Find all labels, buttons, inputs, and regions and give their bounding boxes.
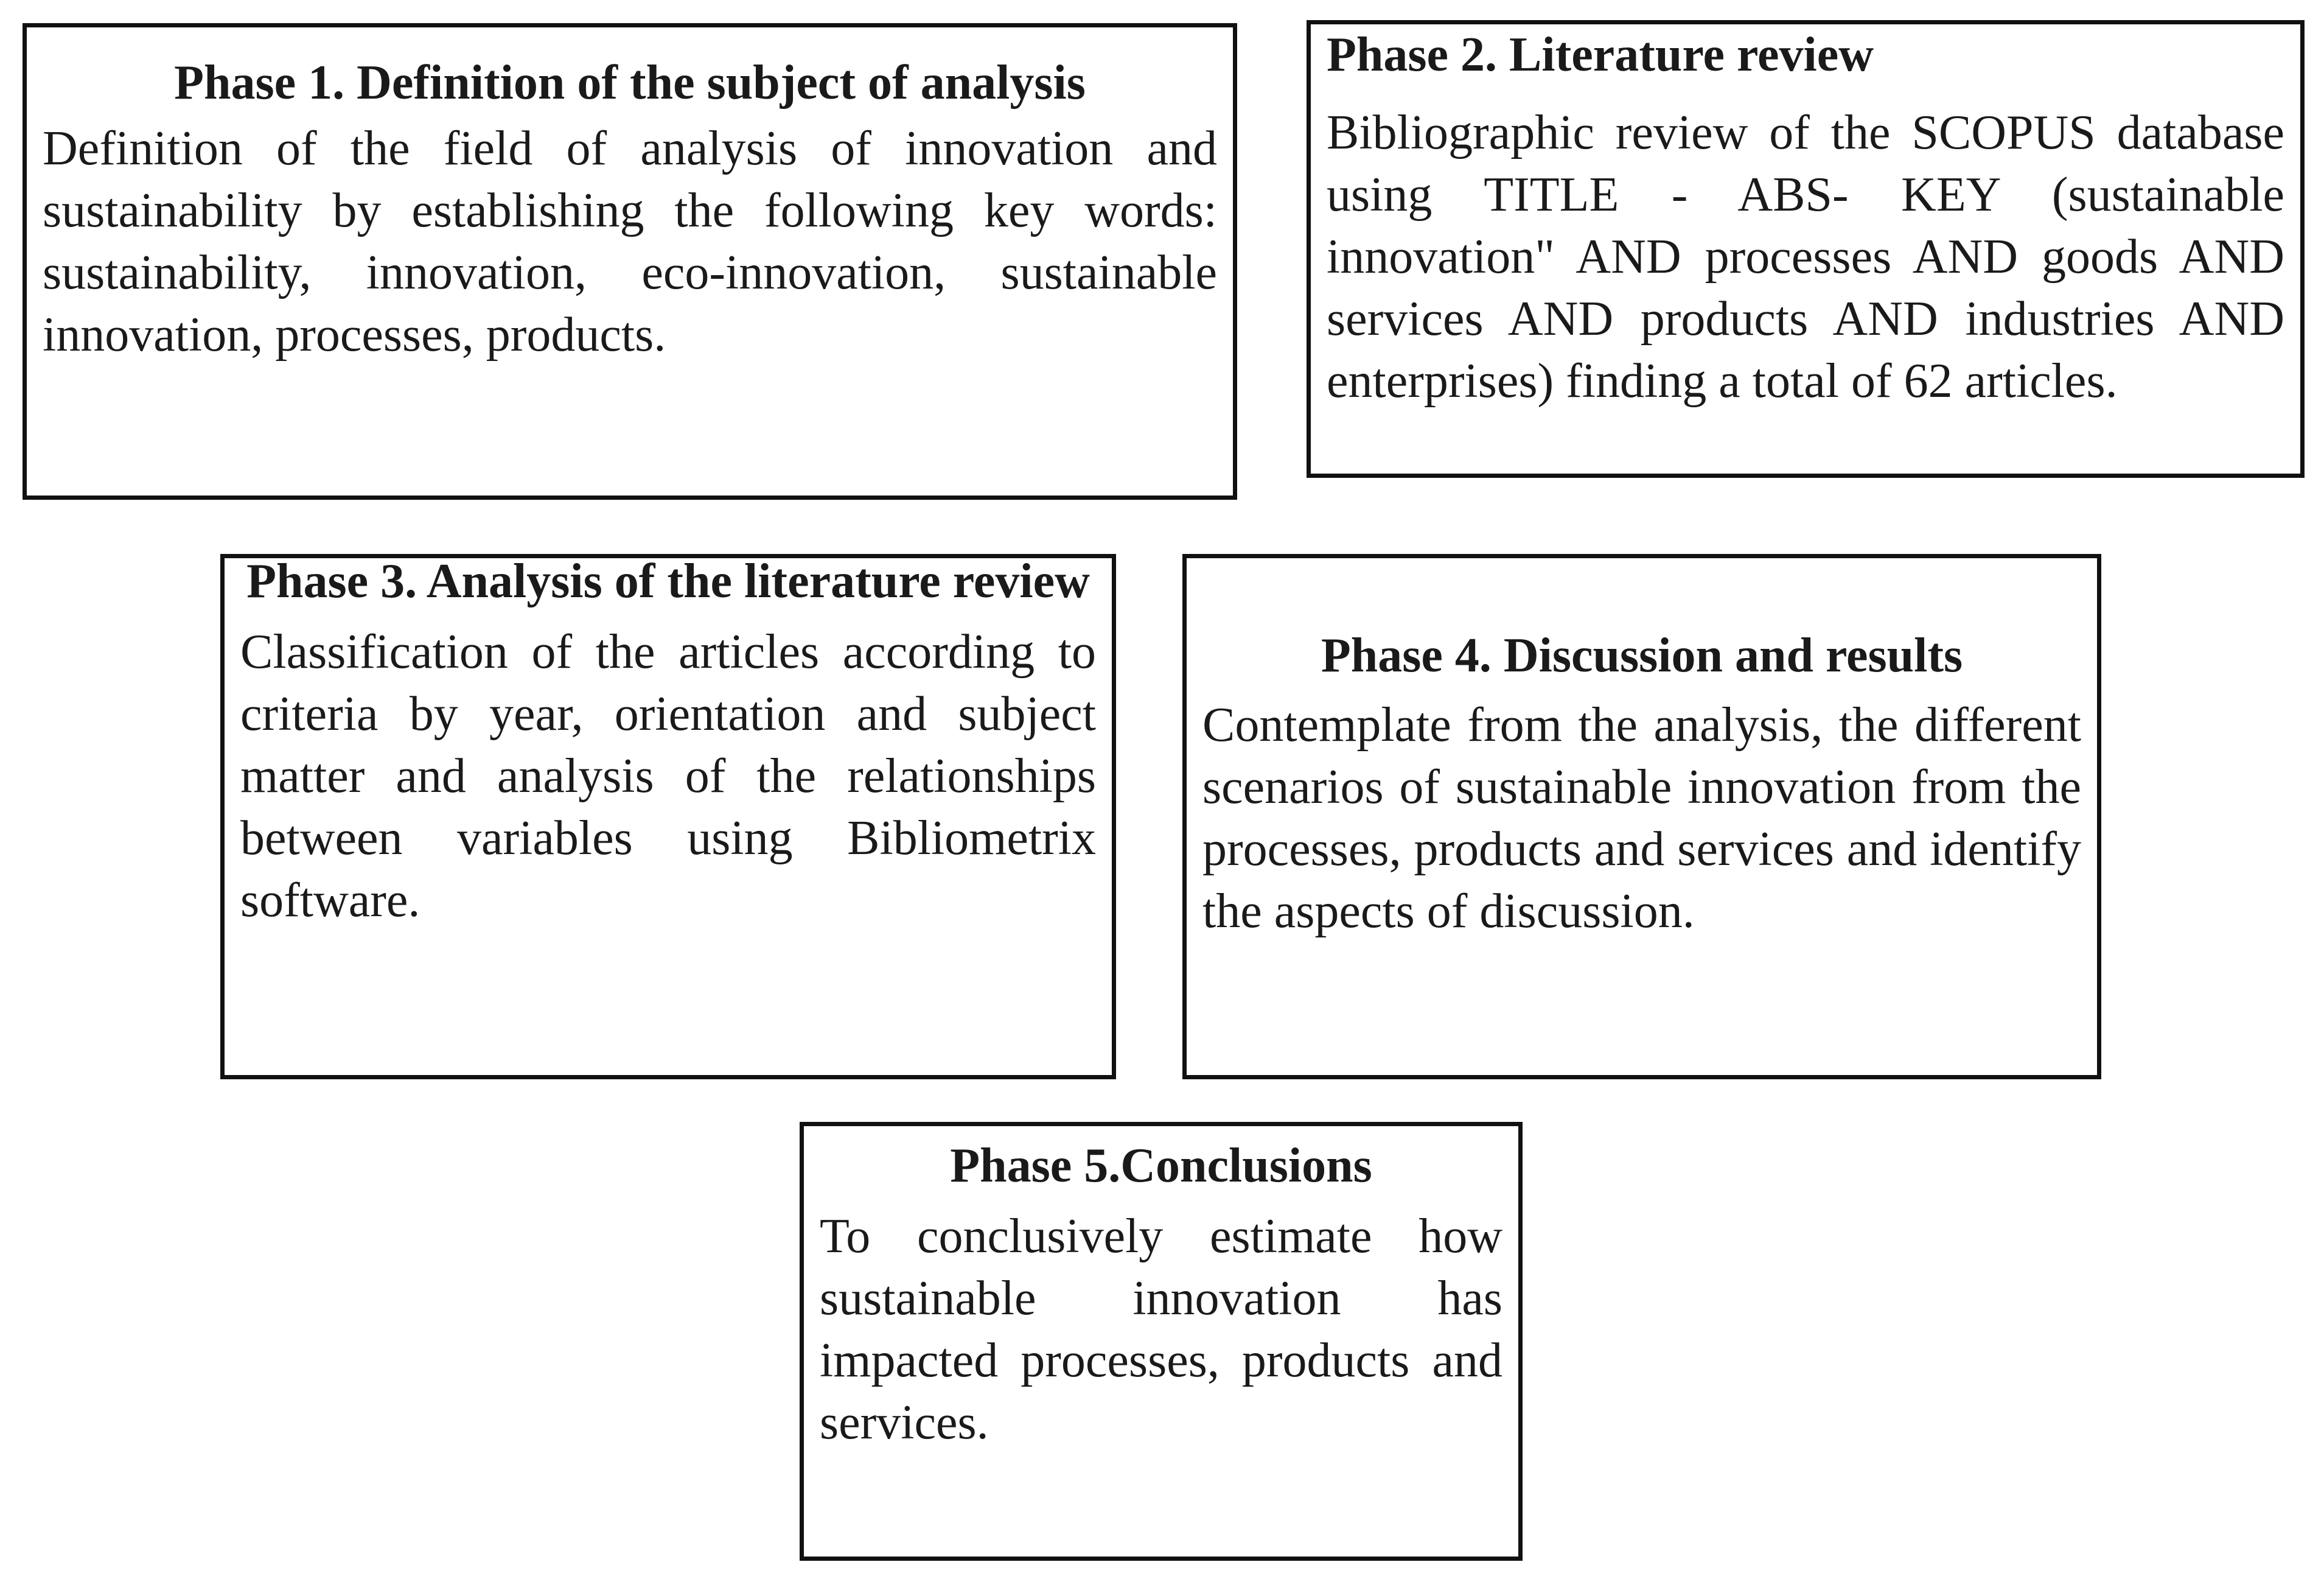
phase-1-box: [23, 23, 1237, 500]
phase-3-text: Classification of the articles according to criteria by year, orientation and subject matter and analysis of the relationships between variables using Bibliometrix software.: [240, 625, 1096, 927]
phase-1-text: Definition of the field of analysis of innovation and sustainability by establishing the following key words: sustainability, innovation, eco-innovation, sustainable innovation, processes, products.: [43, 122, 1217, 362]
phase-2-box: [1307, 20, 2305, 478]
phase-5-title: Phase 5.Conclusions: [950, 1139, 1372, 1193]
phase-4-text: Contemplate from the analysis, the different scenarios of sustainable innovation from the processes, products and services and identify the aspects of discussion.: [1202, 698, 2081, 938]
phase-5-text: To conclusively estimate how sustainable innovation has impacted processes, products and services.: [820, 1210, 1502, 1449]
phase-5-box: [800, 1122, 1523, 1561]
phase-2-text: Bibliographic review of the SCOPUS database using TITLE - ABS- KEY (sustainable innovation" AND processes AND goods AND services AND products AND industries AND enterprises) finding a total of 62 articles.: [1327, 106, 2284, 408]
phase-3-box: [220, 554, 1116, 1079]
phase-4-title: Phase 4. Discussion and results: [1321, 629, 1963, 682]
phase-3-title: Phase 3. Analysis of the literature review: [246, 555, 1090, 608]
phase-2-title: Phase 2. Literature review: [1327, 28, 1874, 82]
phase-1-title: Phase 1. Definition of the subject of analysis: [174, 56, 1086, 110]
phase-4-box: [1182, 554, 2101, 1079]
